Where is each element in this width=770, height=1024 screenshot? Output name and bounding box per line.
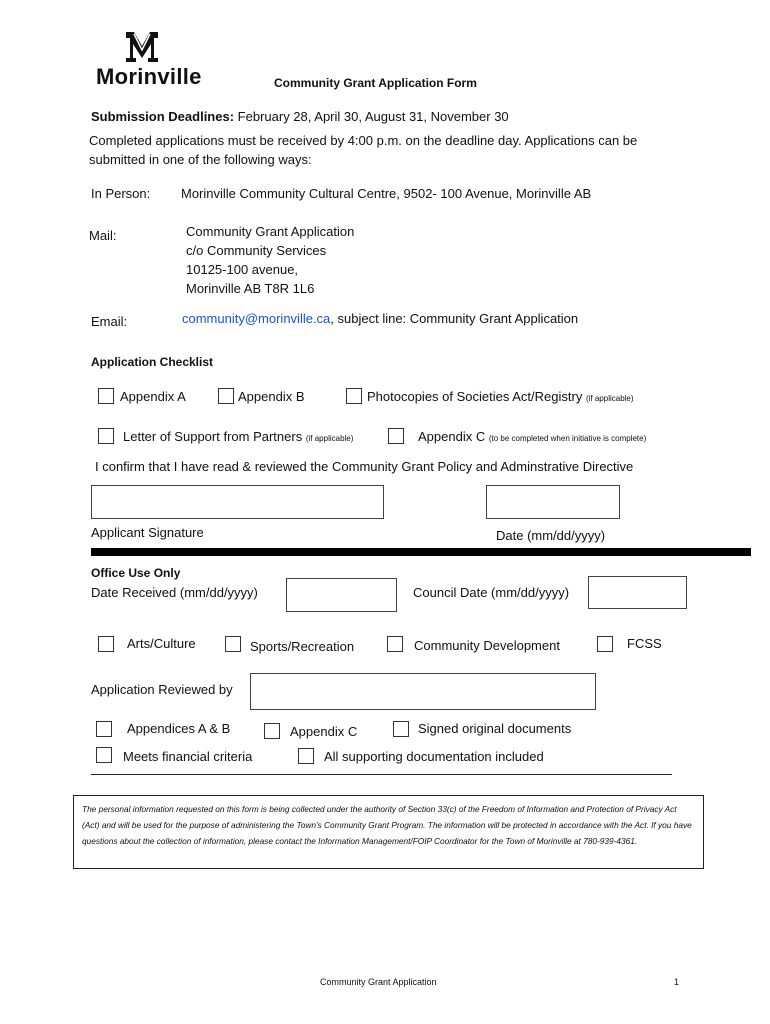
date-field[interactable] — [486, 485, 620, 519]
community-development-label: Community Development — [414, 638, 560, 653]
instructions-line-1: Completed applications must be received by 4:00 p.m. on the deadline day. Applications can be — [89, 133, 638, 148]
letter-text: Letter of Support from Partners — [123, 429, 303, 444]
date-received-field[interactable] — [286, 578, 397, 612]
logo-text: Morinville — [96, 64, 202, 89]
appendices-ab-checkbox[interactable] — [96, 721, 112, 737]
mail-line: 10125-100 avenue, — [186, 262, 299, 277]
appendix-b-label: Appendix B — [238, 389, 305, 404]
reviewed-by-label: Application Reviewed by — [91, 682, 233, 697]
sports-recreation-label: Sports/Recreation — [250, 639, 355, 654]
date-label: Date (mm/dd/yyyy) — [496, 528, 606, 543]
mail-line: Morinville AB T8R 1L6 — [186, 281, 315, 296]
submission-deadlines — [91, 109, 509, 124]
appendix-c-label — [418, 429, 646, 444]
letter-of-support-checkbox[interactable] — [98, 428, 114, 444]
appendix-a-checkbox[interactable] — [98, 388, 114, 404]
council-date-label: Council Date (mm/dd/yyyy) — [413, 585, 570, 600]
email-suffix: , subject line: Community Grant Application — [330, 311, 579, 326]
logo — [94, 28, 200, 90]
council-date-field[interactable] — [588, 576, 687, 609]
signature-line — [91, 774, 672, 775]
community-development-checkbox[interactable] — [387, 636, 403, 652]
appendix-c-text: Appendix C — [418, 429, 486, 444]
arts-culture-checkbox[interactable] — [98, 636, 114, 652]
sports-recreation-checkbox[interactable] — [225, 636, 241, 652]
office-use-heading: Office Use Only — [91, 566, 181, 580]
morinville-logo-icon — [94, 28, 200, 64]
mail-label: Mail: — [89, 228, 117, 243]
appendix-c-checkbox[interactable] — [388, 428, 404, 444]
letter-note: (if applicable) — [305, 434, 354, 443]
email-label: Email: — [91, 314, 128, 329]
in-person-label: In Person: — [91, 186, 151, 201]
instructions-line-2: submitted in one of the following ways: — [89, 152, 312, 167]
confirm-statement: I confirm that I have read & reviewed the Community Grant Policy and Adminstrative Directive — [95, 459, 634, 474]
signature-label: Applicant Signature — [91, 525, 204, 540]
signature-field[interactable] — [91, 485, 384, 519]
footer-label: Community Grant Application — [320, 977, 437, 987]
supporting-docs-label: All supporting documentation included — [324, 749, 544, 764]
signed-documents-checkbox[interactable] — [393, 721, 409, 737]
deadlines-dates: February 28, April 30, August 31, November 30 — [237, 109, 509, 124]
arts-culture-label: Arts/Culture — [127, 636, 196, 651]
office-appendix-c-label: Appendix C — [290, 724, 358, 739]
in-person-address: Morinville Community Cultural Centre, 9502- 100 Avenue, Morinville AB — [181, 186, 592, 201]
appendices-ab-label: Appendices A & B — [127, 721, 231, 736]
privacy-notice — [73, 795, 704, 869]
checklist-heading: Application Checklist — [91, 355, 214, 369]
date-received-label: Date Received (mm/dd/yyyy) — [91, 585, 258, 600]
mail-line: Community Grant Application — [186, 224, 355, 239]
reviewed-by-field[interactable] — [250, 673, 596, 710]
deadlines-label: Submission Deadlines: — [91, 109, 235, 124]
photocopies-note: (if applicable) — [585, 394, 634, 403]
fcss-checkbox[interactable] — [597, 636, 613, 652]
letter-of-support-label — [123, 429, 353, 444]
mail-line: c/o Community Services — [186, 243, 327, 258]
fcss-label: FCSS — [627, 636, 662, 651]
photocopies-label — [367, 389, 634, 404]
appendix-c-note: (to be completed when initiative is complete) — [488, 434, 647, 443]
photocopies-checkbox[interactable] — [346, 388, 362, 404]
supporting-docs-checkbox[interactable] — [298, 748, 314, 764]
photocopies-text: Photocopies of Societies Act/Registry — [367, 389, 583, 404]
office-appendix-c-checkbox[interactable] — [264, 723, 280, 739]
page-number: 1 — [674, 977, 680, 987]
appendix-a-label: Appendix A — [120, 389, 186, 404]
page-title: Community Grant Application Form — [274, 76, 477, 90]
financial-criteria-checkbox[interactable] — [96, 747, 112, 763]
privacy-text: The personal information requested on this form is being collected under the authority of Section 33(c) of the Freedom of Information and Protection of Privacy Act (Act) and will be used for the purpose of administering the Town's Community Grant Program. The information will be protected in accordance with the Act. If you have questions about the collection of information, please contact the Information Management/FOIP Coordinator for the Town of Morinville at 780-939-4361. — [82, 804, 692, 846]
appendix-b-checkbox[interactable] — [218, 388, 234, 404]
email-line — [182, 311, 578, 326]
signed-documents-label: Signed original documents — [418, 721, 572, 736]
financial-criteria-label: Meets financial criteria — [123, 749, 253, 764]
email-link[interactable]: community@morinville.ca — [182, 311, 331, 326]
divider-bar — [91, 548, 751, 556]
